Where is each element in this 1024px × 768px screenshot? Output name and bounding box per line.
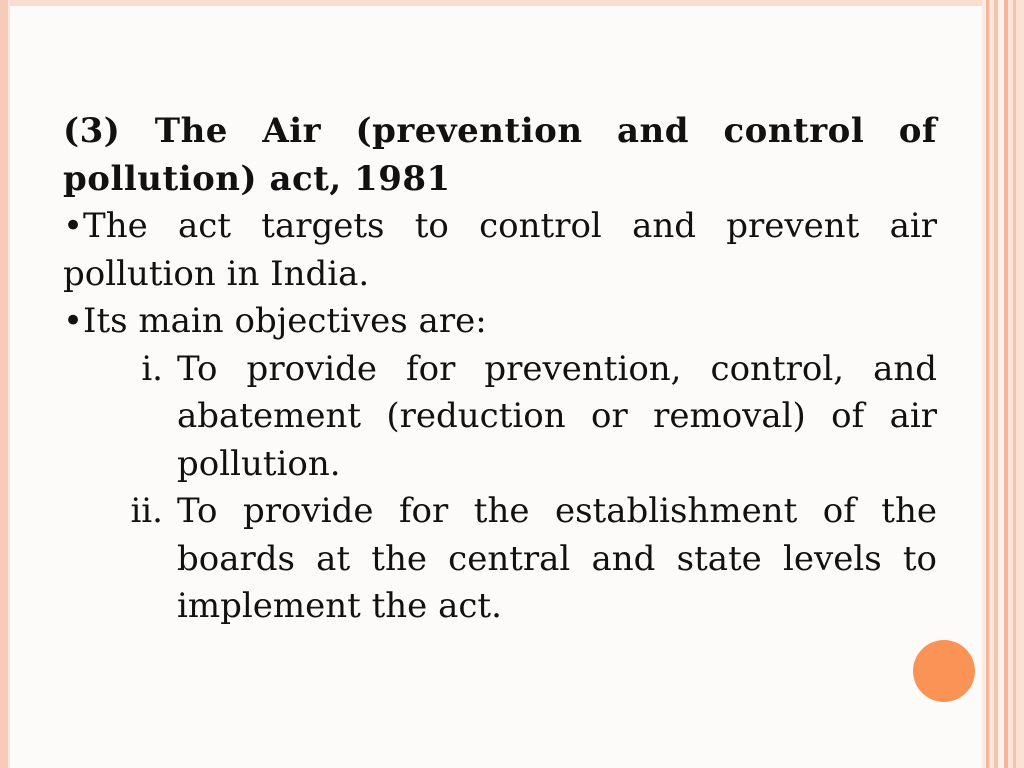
list-item-text: [177, 488, 937, 631]
decorative-circle: [913, 640, 975, 702]
left-border: [0, 0, 8, 768]
list-item-number: i.: [141, 348, 163, 389]
slide-heading: [63, 108, 937, 203]
list-item-number: ii.: [130, 491, 163, 531]
objective-2-line-3: implement the act.: [177, 586, 502, 626]
slide-content: [63, 108, 937, 631]
objectives-list: [63, 346, 937, 631]
list-item: [63, 346, 937, 489]
bullet-1-line-2: pollution in India.: [63, 253, 370, 294]
bullet-2-text: •Its main objectives are:: [63, 301, 487, 341]
bullet-objectives: [63, 298, 937, 346]
heading-line-1: (3) The Air (prevention and control of: [63, 111, 937, 151]
top-border: [0, 0, 1024, 6]
list-item-text: [177, 346, 937, 489]
bullet-act-target: [63, 203, 937, 298]
objective-2-line-1: To provide for the establishment of the: [177, 491, 937, 531]
bullet-1-line-1: •The act targets to control and prevent air: [63, 206, 937, 246]
objective-1-line-3: pollution.: [177, 443, 341, 484]
heading-line-2: pollution) act, 1981: [63, 158, 451, 199]
objective-2-line-2: boards at the central and state levels to: [177, 538, 937, 579]
list-item: [63, 488, 937, 631]
objective-1-line-2: abatement (reduction or removal) of air: [177, 396, 937, 436]
objective-1-line-1: To provide for prevention, control, and: [177, 348, 937, 389]
right-decorative-stripes: [982, 0, 1024, 768]
